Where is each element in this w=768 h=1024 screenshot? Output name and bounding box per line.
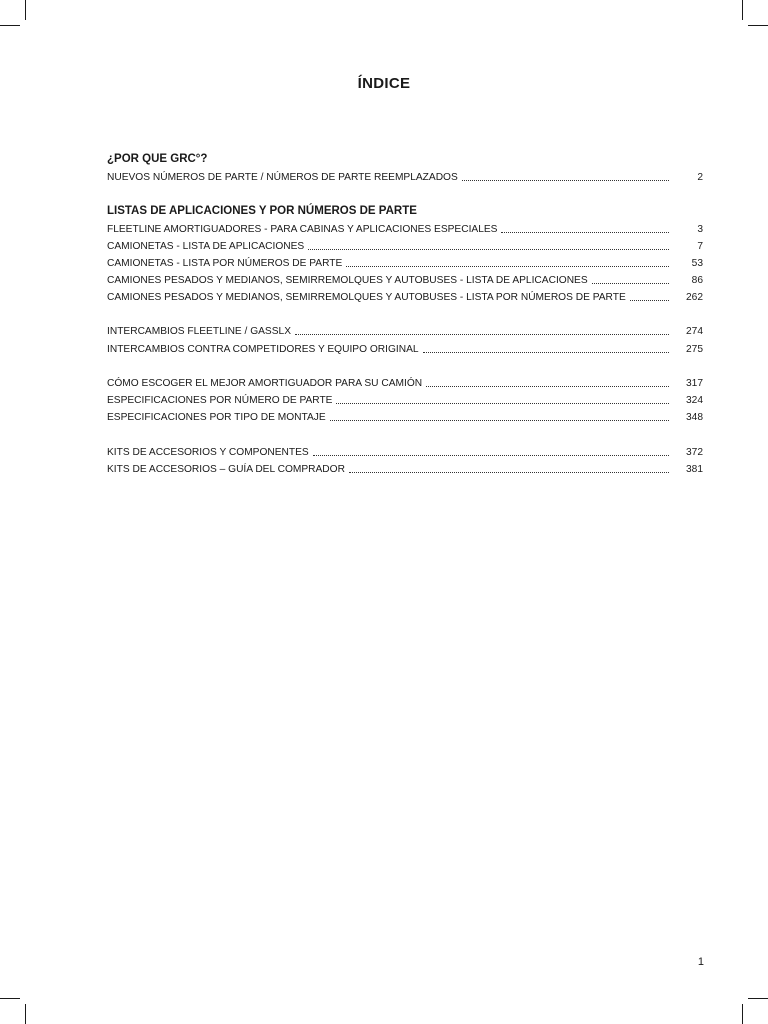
toc-entry-title: ESPECIFICACIONES POR NÚMERO DE PARTE bbox=[107, 395, 333, 406]
toc-entry-page: 317 bbox=[686, 378, 703, 389]
toc-entry-title: INTERCAMBIOS CONTRA COMPETIDORES Y EQUIPO ORIGINAL bbox=[107, 344, 419, 355]
dot-leader bbox=[336, 403, 669, 404]
crop-mark-bottom-left-h bbox=[0, 998, 20, 999]
toc-entry[interactable] bbox=[107, 445, 703, 459]
dot-leader bbox=[423, 352, 669, 353]
toc-entry-title: CAMIONES PESADOS Y MEDIANOS, SEMIRREMOLQUES Y AUTOBUSES - LISTA POR NÚMEROS DE PARTE bbox=[107, 292, 626, 303]
toc-entry-page: 86 bbox=[691, 275, 703, 286]
dot-leader bbox=[592, 283, 669, 284]
dot-leader bbox=[426, 386, 669, 387]
toc-entry-page: 262 bbox=[686, 292, 703, 303]
toc-entry-title: INTERCAMBIOS FLEETLINE / GASSLX bbox=[107, 326, 291, 337]
section-heading: ¿POR QUE GRC°? bbox=[107, 153, 208, 165]
toc-entry-page: 381 bbox=[686, 464, 703, 475]
toc-entry-title: FLEETLINE AMORTIGUADORES - PARA CABINAS Y APLICACIONES ESPECIALES bbox=[107, 224, 498, 235]
dot-leader bbox=[330, 420, 669, 421]
section-heading: LISTAS DE APLICACIONES Y POR NÚMEROS DE PARTE bbox=[107, 205, 417, 217]
toc-entry-title: KITS DE ACCESORIOS – GUÍA DEL COMPRADOR bbox=[107, 464, 345, 475]
toc-entry-title: CAMIONETAS - LISTA POR NÚMEROS DE PARTE bbox=[107, 258, 343, 269]
toc-entry[interactable] bbox=[107, 170, 703, 184]
page-title: ÍNDICE bbox=[357, 75, 411, 92]
toc-entry[interactable] bbox=[107, 410, 703, 424]
toc-entry[interactable] bbox=[107, 342, 703, 356]
toc-entry-title: NUEVOS NÚMEROS DE PARTE / NÚMEROS DE PARTE REEMPLAZADOS bbox=[107, 172, 458, 183]
crop-mark-top-left-v bbox=[25, 0, 26, 20]
toc-entry-page: 372 bbox=[686, 447, 703, 458]
dot-leader bbox=[308, 249, 669, 250]
toc-entry[interactable] bbox=[107, 239, 703, 253]
toc-entry-title: KITS DE ACCESORIOS Y COMPONENTES bbox=[107, 447, 309, 458]
toc-entry[interactable] bbox=[107, 256, 703, 270]
page-number: 1 bbox=[697, 956, 704, 968]
toc-entry-page: 274 bbox=[686, 326, 703, 337]
dot-leader bbox=[313, 455, 669, 456]
toc-entry[interactable] bbox=[107, 222, 703, 236]
toc-entry-page: 53 bbox=[691, 258, 703, 269]
dot-leader bbox=[501, 232, 669, 233]
crop-mark-top-left-h bbox=[0, 25, 20, 26]
toc-entry[interactable] bbox=[107, 290, 703, 304]
toc-entry[interactable] bbox=[107, 462, 703, 476]
toc-entry-page: 2 bbox=[697, 172, 703, 183]
toc-entry-title: CAMIONES PESADOS Y MEDIANOS, SEMIRREMOLQUES Y AUTOBUSES - LISTA DE APLICACIONES bbox=[107, 275, 588, 286]
crop-mark-bottom-right-h bbox=[748, 998, 768, 999]
crop-mark-bottom-left-v bbox=[25, 1004, 26, 1024]
dot-leader bbox=[630, 300, 669, 301]
toc-entry[interactable] bbox=[107, 376, 703, 390]
toc-entry-page: 275 bbox=[686, 344, 703, 355]
crop-mark-top-right-v bbox=[742, 0, 743, 20]
toc-entry-title: CÓMO ESCOGER EL MEJOR AMORTIGUADOR PARA SU CAMIÓN bbox=[107, 378, 423, 389]
toc-entry-title: CAMIONETAS - LISTA DE APLICACIONES bbox=[107, 241, 305, 252]
toc-entry-page: 324 bbox=[686, 395, 703, 406]
dot-leader bbox=[462, 180, 669, 181]
toc-entry[interactable] bbox=[107, 324, 703, 338]
crop-mark-top-right-h bbox=[748, 25, 768, 26]
toc-entry-page: 7 bbox=[697, 241, 703, 252]
crop-mark-bottom-right-v bbox=[742, 1004, 743, 1024]
toc-entry-page: 3 bbox=[697, 224, 703, 235]
toc-entry-page: 348 bbox=[686, 412, 703, 423]
toc-entry[interactable] bbox=[107, 273, 703, 287]
dot-leader bbox=[349, 472, 669, 473]
dot-leader bbox=[346, 266, 669, 267]
toc-entry-title: ESPECIFICACIONES POR TIPO DE MONTAJE bbox=[107, 412, 326, 423]
dot-leader bbox=[295, 334, 669, 335]
toc-entry[interactable] bbox=[107, 393, 703, 407]
